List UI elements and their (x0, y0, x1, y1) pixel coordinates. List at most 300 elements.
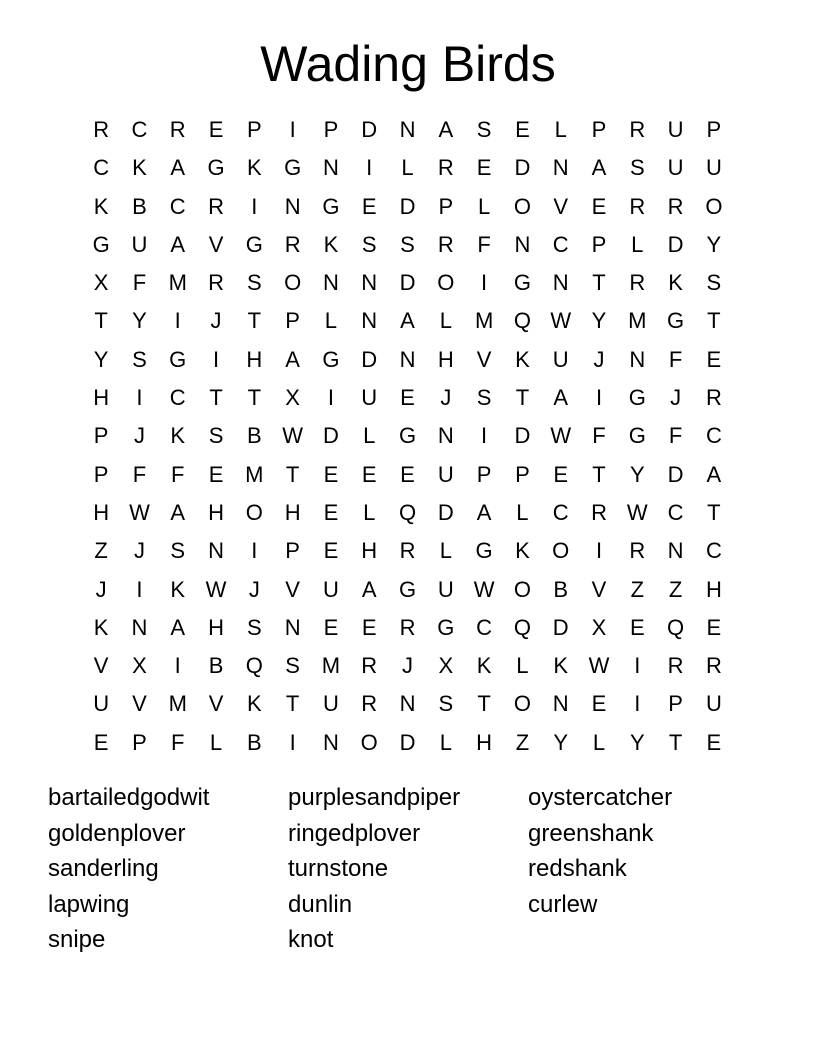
grid-letter: Y (706, 231, 722, 257)
grid-letter: V (553, 193, 569, 219)
grid-letter: G (398, 423, 417, 449)
grid-row (82, 379, 733, 417)
grid-letter: R (169, 117, 186, 142)
grid-letter: A (285, 346, 300, 372)
grid-letter: A (361, 576, 377, 602)
grid-letter: T (515, 385, 530, 411)
grid-letter: T (247, 308, 262, 334)
grid-letter: P (132, 729, 147, 755)
grid-letter: E (706, 614, 722, 640)
word-column (48, 780, 288, 958)
grid-row (82, 724, 733, 762)
grid-letter: G (169, 346, 187, 372)
grid-letter: U (437, 576, 454, 602)
word-list-item: redshank (528, 855, 627, 882)
grid-letter: O (360, 729, 378, 755)
grid-row (82, 609, 733, 647)
grid-letter: R (399, 614, 416, 640)
grid-letter: B (132, 193, 147, 219)
grid-letter: O (552, 538, 570, 564)
grid-letter: O (705, 193, 723, 219)
grid-letter: P (438, 193, 454, 219)
grid-letter: S (246, 614, 262, 640)
grid-letter: D (399, 729, 416, 755)
grid-letter: E (323, 461, 339, 487)
word-list-item: oystercatcher (528, 784, 673, 811)
grid-letter: F (668, 423, 683, 449)
grid-letter: W (550, 423, 572, 449)
grid-letter: R (208, 193, 224, 219)
grid-letter: U (705, 691, 722, 717)
grid-letter: R (667, 193, 684, 219)
grid-letter: N (322, 155, 339, 181)
grid-letter: S (132, 346, 147, 372)
grid-letter: W (282, 423, 304, 449)
grid-letter: G (513, 270, 531, 296)
grid-letter: V (285, 576, 300, 602)
grid-letter: D (322, 423, 339, 449)
grid-letter: Z (630, 576, 645, 602)
grid-letter: H (208, 499, 224, 525)
grid-letter: S (361, 231, 377, 257)
grid-letter: N (361, 270, 378, 296)
grid-letter: R (629, 117, 646, 142)
grid-letter: Z (668, 576, 683, 602)
grid-letter: O (284, 270, 302, 296)
grid-letter: V (208, 691, 224, 717)
grid-letter: L (363, 423, 376, 449)
grid-letter: D (667, 461, 684, 487)
grid-letter: T (707, 499, 721, 525)
grid-letter: N (399, 691, 416, 717)
grid-letter: R (361, 653, 378, 679)
grid-letter: J (210, 308, 222, 334)
grid-letter: B (553, 576, 569, 602)
grid-letter: X (285, 385, 300, 411)
grid-letter: R (591, 499, 607, 525)
grid-letter: I (174, 308, 181, 334)
grid-letter: E (361, 461, 377, 487)
grid-letter: N (514, 231, 531, 257)
grid-letter: I (289, 117, 296, 142)
grid-letter: P (285, 538, 300, 564)
grid-letter: E (706, 346, 722, 372)
grid-letter: L (554, 117, 567, 142)
grid-letter: F (668, 346, 683, 372)
grid-letter: W (473, 576, 495, 602)
grid-letter: M (474, 308, 494, 334)
grid-letter: H (93, 499, 110, 525)
grid-letter: K (170, 576, 186, 602)
grid-letter: Q (245, 653, 263, 679)
grid-letter: E (400, 461, 415, 487)
grid-letter: E (93, 729, 109, 755)
grid-row (82, 264, 733, 302)
grid-letter: D (399, 193, 416, 219)
grid-letter: C (93, 155, 110, 181)
grid-letter: E (323, 499, 339, 525)
grid-letter: C (552, 231, 569, 257)
grid-letter: I (595, 385, 603, 411)
grid-letter: N (629, 346, 646, 372)
grid-letter: R (705, 385, 722, 411)
grid-letter: S (246, 270, 262, 296)
grid-letter: A (591, 155, 607, 181)
grid-letter: P (93, 461, 109, 487)
grid-letter: U (131, 231, 148, 257)
grid-letter: H (437, 346, 454, 372)
grid-letter: N (322, 729, 339, 755)
grid-letter: E (323, 614, 339, 640)
grid-letter: P (323, 117, 339, 142)
grid-letter: B (208, 653, 224, 679)
grid-letter: R (629, 270, 646, 296)
word-list-item: snipe (48, 926, 106, 953)
grid-letter: O (513, 691, 531, 717)
grid-letter: R (284, 231, 301, 257)
grid-letter: E (323, 538, 339, 564)
grid-letter: J (402, 653, 414, 679)
grid-letter: N (552, 270, 569, 296)
grid-letter: R (208, 270, 224, 296)
grid-letter: P (591, 117, 607, 142)
grid-letter: T (285, 461, 300, 487)
grid-row (82, 302, 733, 340)
grid-letter: G (398, 576, 417, 602)
word-list (48, 780, 768, 958)
grid-letter: I (634, 653, 641, 679)
grid-letter: I (595, 538, 603, 564)
grid-letter: O (513, 193, 531, 219)
grid-letter: L (363, 499, 376, 525)
grid-letter: E (591, 193, 607, 219)
grid-letter: F (477, 231, 491, 257)
grid-letter: M (321, 653, 341, 679)
grid-letter: T (247, 385, 262, 411)
grid-letter: D (361, 346, 378, 372)
grid-letter: N (322, 270, 339, 296)
grid-letter: E (361, 193, 377, 219)
grid-letter: C (667, 499, 684, 525)
grid-letter: O (245, 499, 263, 525)
grid-letter: I (251, 538, 258, 564)
word-list-item: purplesandpiper (288, 784, 461, 811)
grid-letter: K (515, 346, 530, 372)
grid-letter: F (132, 461, 147, 487)
grid-letter: R (361, 691, 378, 717)
grid-letter: I (251, 193, 258, 219)
grid-row (82, 226, 733, 264)
grid-letter: G (628, 423, 646, 449)
word-column (528, 780, 768, 958)
grid-letter: I (481, 270, 488, 296)
grid-letter: B (246, 423, 262, 449)
grid-row (82, 111, 733, 149)
grid-letter: S (706, 270, 722, 296)
grid-letter: L (439, 308, 452, 334)
grid-row (82, 417, 733, 455)
grid-letter: J (670, 385, 682, 411)
grid-letter: T (592, 461, 606, 487)
grid-letter: G (322, 193, 340, 219)
grid-letter: Z (515, 729, 530, 755)
grid-letter: J (593, 346, 605, 372)
grid-letter: N (284, 193, 301, 219)
grid-letter: M (245, 461, 264, 487)
grid-letter: R (705, 653, 722, 679)
word-list-item: greenshank (528, 819, 654, 847)
grid-letter: P (706, 117, 722, 142)
grid-letter: B (246, 729, 262, 755)
grid-letter: U (705, 155, 722, 181)
grid-letter: E (706, 729, 722, 755)
grid-letter: I (136, 576, 143, 602)
grid-letter: J (133, 423, 145, 449)
grid-letter: I (327, 385, 334, 411)
grid-letter: N (667, 538, 684, 564)
grid-letter: H (361, 538, 378, 564)
page-title: Wading Birds (260, 36, 556, 92)
grid-letter: P (668, 691, 683, 717)
grid-letter: P (591, 231, 607, 257)
grid-letter: U (361, 385, 378, 411)
grid-letter: Y (629, 461, 645, 487)
grid-letter: Q (513, 308, 531, 334)
grid-letter: K (246, 155, 262, 181)
grid-letter: H (246, 346, 263, 372)
grid-letter: L (516, 499, 529, 525)
grid-row (82, 532, 733, 570)
grid-letter: G (667, 308, 685, 334)
grid-letter: S (285, 653, 300, 679)
grid-letter: S (476, 117, 492, 142)
grid-letter: S (476, 385, 492, 411)
grid-letter: M (628, 308, 647, 334)
grid-letter: V (93, 653, 109, 679)
grid-letter: Q (398, 499, 417, 525)
grid-letter: I (289, 729, 296, 755)
grid-letter: R (437, 231, 454, 257)
grid-letter: L (477, 193, 491, 219)
grid-letter: E (476, 155, 492, 181)
grid-letter: S (170, 538, 186, 564)
word-list-item: dunlin (288, 890, 353, 918)
grid-letter: C (476, 614, 493, 640)
grid-letter: D (399, 270, 416, 296)
grid-letter: Q (513, 614, 531, 640)
grid-letter: G (628, 385, 646, 411)
grid-letter: H (208, 614, 224, 640)
grid-letter: W (626, 499, 648, 525)
grid-letter: U (667, 117, 684, 142)
grid-letter: D (514, 155, 531, 181)
grid-letter: X (591, 614, 607, 640)
grid-letter: W (550, 308, 572, 334)
grid-letter: T (94, 308, 108, 334)
grid-letter: K (93, 614, 109, 640)
grid-letter: S (400, 231, 415, 257)
grid-letter: W (129, 499, 150, 525)
grid-letter: K (668, 270, 683, 296)
grid-letter: L (439, 729, 452, 755)
grid-letter: R (93, 117, 110, 142)
grid-row (82, 685, 733, 723)
grid-letter: J (440, 385, 452, 411)
grid-letter: A (438, 117, 454, 142)
grid-letter: K (323, 231, 339, 257)
grid-letter: D (437, 499, 454, 525)
grid-letter: L (401, 155, 414, 181)
grid-letter: K (246, 691, 262, 717)
grid-letter: R (437, 155, 454, 181)
grid-letter: I (212, 346, 220, 372)
grid-letter: K (93, 193, 109, 219)
grid-letter: A (400, 308, 415, 334)
grid-letter: X (438, 653, 454, 679)
grid-letter: E (400, 385, 415, 411)
grid-letter: A (476, 499, 492, 525)
grid-letter: R (629, 538, 646, 564)
grid-letter: U (437, 461, 454, 487)
grid-letter: G (92, 231, 110, 257)
grid-letter: K (515, 538, 530, 564)
grid-letter: L (516, 653, 529, 679)
grid-letter: T (209, 385, 223, 411)
grid-letter: D (552, 614, 569, 640)
grid-letter: Z (94, 538, 108, 564)
word-list-item: curlew (528, 890, 598, 918)
grid-letter: Y (93, 346, 109, 372)
grid-letter: W (588, 653, 610, 679)
grid-letter: O (513, 576, 531, 602)
grid-letter: H (705, 576, 722, 602)
grid-letter: N (552, 155, 569, 181)
grid-letter: I (174, 653, 181, 679)
grid-letter: E (361, 614, 377, 640)
grid-letter: A (170, 231, 186, 257)
grid-letter: H (93, 385, 110, 411)
grid-letter: N (284, 614, 301, 640)
grid-letter: H (284, 499, 301, 525)
word-list-item: turnstone (288, 855, 389, 882)
grid-letter: N (437, 423, 454, 449)
grid-letter: H (476, 729, 493, 755)
grid-letter: E (208, 461, 224, 487)
grid-letter: P (93, 423, 109, 449)
grid-letter: N (399, 117, 416, 142)
grid-letter: D (667, 231, 684, 257)
grid-letter: S (208, 423, 224, 449)
grid-letter: N (552, 691, 569, 717)
grid-letter: W (205, 576, 227, 602)
grid-letter: T (592, 270, 606, 296)
grid-row (82, 188, 733, 226)
grid-letter: S (629, 155, 645, 181)
grid-row (82, 456, 733, 494)
grid-letter: Y (591, 308, 607, 334)
grid-letter: C (705, 423, 722, 449)
word-list-item: bartailedgodwit (48, 784, 210, 811)
grid-letter: A (170, 614, 186, 640)
grid-letter: D (361, 117, 378, 142)
grid-letter: F (132, 270, 147, 296)
grid-letter: R (667, 653, 684, 679)
grid-letter: U (322, 576, 339, 602)
grid-letter: V (208, 231, 224, 257)
grid-letter: U (322, 691, 339, 717)
grid-letter: A (170, 155, 186, 181)
grid-letter: F (171, 461, 185, 487)
grid-letter: M (168, 691, 187, 717)
grid-letter: N (208, 538, 224, 564)
grid-letter: C (169, 385, 186, 411)
grid-letter: E (208, 117, 224, 142)
grid-letter: L (324, 308, 338, 334)
grid-letter: N (131, 614, 148, 640)
grid-letter: T (707, 308, 721, 334)
grid-letter: K (476, 653, 492, 679)
grid-letter: K (132, 155, 147, 181)
grid-letter: I (634, 691, 641, 717)
grid-letter: X (93, 270, 109, 296)
grid-letter: E (629, 614, 645, 640)
grid-letter: A (553, 385, 569, 411)
grid-letter: C (169, 193, 186, 219)
grid-letter: P (285, 308, 300, 334)
grid-letter: T (668, 729, 683, 755)
grid-letter: L (209, 729, 223, 755)
grid-letter: U (552, 346, 569, 372)
grid-letter: X (132, 653, 147, 679)
grid-letter: F (171, 729, 185, 755)
grid-letter: G (475, 538, 493, 564)
grid-letter: S (438, 691, 454, 717)
grid-letter: U (93, 691, 110, 717)
grid-letter: C (552, 499, 569, 525)
grid-letter: R (629, 193, 646, 219)
grid-letter: R (399, 538, 416, 564)
grid-letter: G (245, 231, 263, 257)
grid-letter: L (439, 538, 452, 564)
grid-letter: Y (629, 729, 645, 755)
grid-letter: I (481, 423, 488, 449)
grid-letter: L (631, 231, 644, 257)
grid-letter: G (322, 346, 340, 372)
letter-grid (82, 111, 733, 762)
grid-letter: G (437, 614, 455, 640)
grid-letter: T (285, 691, 300, 717)
word-list-item: goldenplover (48, 819, 186, 847)
grid-letter: P (515, 461, 530, 487)
word-list-item: knot (288, 926, 334, 953)
grid-row (82, 494, 733, 532)
grid-letter: K (170, 423, 186, 449)
grid-letter: O (437, 270, 455, 296)
grid-letter: M (168, 270, 187, 296)
grid-letter: J (95, 576, 107, 602)
grid-letter: J (248, 576, 260, 602)
grid-row (82, 341, 733, 379)
grid-letter: V (591, 576, 607, 602)
grid-letter: I (136, 385, 143, 411)
word-list-item: lapwing (48, 890, 130, 918)
grid-letter: C (705, 538, 722, 564)
grid-letter: I (366, 155, 373, 181)
word-list-item: ringedplover (288, 819, 421, 847)
grid-letter: T (477, 691, 491, 717)
grid-letter: V (476, 346, 492, 372)
grid-letter: E (591, 691, 607, 717)
